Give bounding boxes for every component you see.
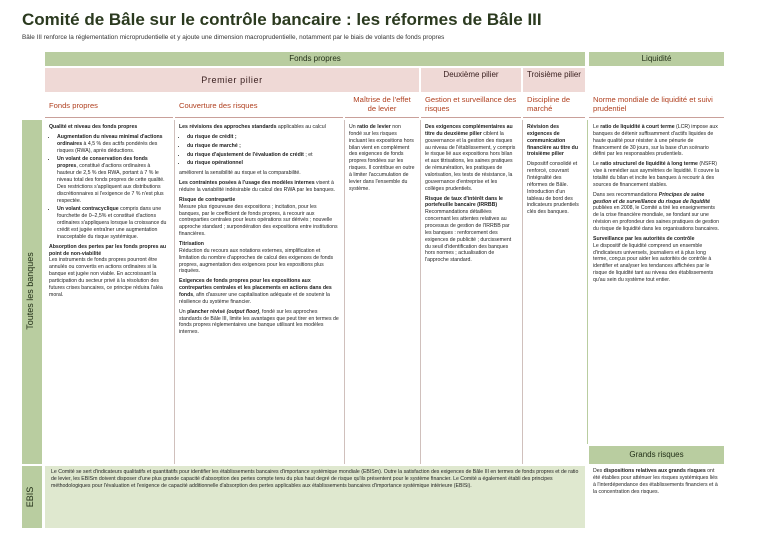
paragraph: Un ratio de levier non fondé sur les risques incluant les expositions hors bilan vient en complément des exigences de fonds propres fondées sur les risques. Il contribue en outre à limiter l'accumulation de levier dans l'ensemble du système. xyxy=(349,124,415,192)
page-title: Comité de Bâle sur le contrôle bancaire : les réformes de Bâle III xyxy=(22,10,542,29)
paragraph: Dispositif consolidé et renforcé, couvrant l'intégralité des réformes de Bâle. Introduction d'un tableau de bord des indicateurs prudentiels clés des banques. xyxy=(527,161,579,216)
list-item: • Augmentation du niveau minimal d'actions ordinaires à 4,5 % des actifs pondérés des risques (RWA), après déductions. xyxy=(57,134,169,155)
paragraph: Dans ses recommandations Principes de saine gestion et de surveillance du risque de liquidité publiées en 2008, le Comité a tiré les enseignements de la crise financière mondiale, se fondant sur une révision en profondeur des saines pratiques de gestion du risque de liquidité dans les organisations bancaires. xyxy=(593,191,720,233)
list-item: • du risque d'ajustement de l'évaluation de crédit ; et xyxy=(187,152,339,159)
list-item: • du risque de crédit ; xyxy=(187,134,339,141)
subheader-norme: Norme mondiale de liquidité et suivi prudentiel xyxy=(589,94,724,118)
ebis-text: Le Comité se sert d'indicateurs qualitatifs et quantitatifs pour identifier les établissements bancaires d'importance systémique mondiale (EBISm). Outre la satisfaction des exigences de Bâle III en termes de fonds propres et de ratio de levier, les EBISm doivent disposer d'une plus grande capacité d'absorption des pertes compte tenu du plus haut degré de risque qu'ils présentent pour le système financier. Le Comité a également établi des principes méthodologiques pour l'évaluation et l'exigence de capacité additionnelle d'absorption des pertes applicables aux établissements bancaires d'importance systémique intérieure (EBISi). xyxy=(51,469,579,490)
paragraph: améliorent la sensibilité au risque et la comparabilité. xyxy=(179,170,301,177)
paragraph: Exigences de fonds propres pour les expositions aux contreparties centrales et les placements en actions dans des fonds, afin d'assurer une capitalisation adéquate et de soutenir la résilience du système financier. xyxy=(179,278,332,305)
list-item: • Un volant de conservation des fonds propres, constitué d'actions ordinaires à hauteur de 2,5 % des RWA, portant à 7 % le niveau total des fonds propres de cette qualité. Des restrictions s'appliquent aux distributions discrétionnaires si l'exigence de 7 % n'est plus respectée. xyxy=(57,156,169,204)
list-item: • du risque opérationnel xyxy=(187,160,339,167)
page-subtitle: Bâle III renforce la réglementation microprudentielle et y ajoute une dimension macroprudentielle, notamment par le biais de volants de fonds propres xyxy=(22,34,445,41)
heading-absorption: Absorption des pertes par les fonds propres au point de non-viabilité xyxy=(49,243,167,257)
paragraph: Titrisation Réduction du recours aux notations externes, simplification et limitation du nombre d'approches de calcul des exigences de fonds propres, augmentation des exigences pour les expositions plus risquées. xyxy=(179,241,334,275)
paragraph: Risque de taux d'intérêt dans le portefeuille bancaire (IRRBB) Recommandations détaillées concernant les attentes relatives au processus de gestion de l'IRRBB par les banques : renforcement des exigences de publicité ; durcissement du seuil d'identification des banques hors normes ; actualisation de l'approche standard. xyxy=(425,195,512,264)
subheader-discipline: Discipline de marché xyxy=(523,94,585,118)
column-liquidite xyxy=(589,122,724,444)
paragraph: Les contraintes posées à l'usage des modèles internes visent à réduire la variabilité indésirable du calcul des RWA par les banques. xyxy=(179,180,335,194)
paragraph: Risque de contrepartie Mesure plus rigoureuse des expositions ; incitation, pour les banques, par le coefficient de fonds propres, à recourir aux contreparties centrales pour leurs opérations sur dérivés ; nouvelle approche standard ; surpondération des expositions entre institutions financières. xyxy=(179,196,338,238)
subheader-fonds-propres: Fonds propres xyxy=(45,94,173,118)
paragraph: Révision des exigences de communication financière au titre du troisième pilier xyxy=(527,124,579,158)
header-deuxieme-pilier: Deuxième pilier xyxy=(421,68,521,92)
header-liquidite: Liquidité xyxy=(589,52,724,66)
paragraph: Des dispositions relatives aux grands risques ont été établies pour atténuer les risques systémiques liés à l'interdépendance des établissements financiers et à la concentration des risques. xyxy=(593,468,718,495)
ebis-text-box xyxy=(45,466,585,528)
header-grands-risques: Grands risques xyxy=(589,446,724,464)
side-label-banques: Toutes les banques xyxy=(25,252,35,330)
list-item: • du risque de marché ; xyxy=(187,143,339,150)
paragraph: Le ratio structurel de liquidité à long terme (NSFR) vise à remédier aux asymétries de liquidité. Il couvre la totalité du bilan et incite les banques à recourir à des sources de financement stables. xyxy=(593,161,719,188)
header-fonds-propres: Fonds propres xyxy=(45,52,585,66)
column-discipline xyxy=(523,122,585,464)
column-grands-risques xyxy=(589,466,724,530)
subheader-gestion: Gestion et surveillance des risques xyxy=(421,94,521,118)
divider xyxy=(587,120,588,444)
subheader-couverture: Couverture des risques xyxy=(175,94,343,118)
header-premier-pilier: Premier pilier xyxy=(45,68,419,92)
column-maitrise xyxy=(345,122,419,464)
heading-qualite: Qualité et niveau des fonds propres xyxy=(49,124,138,130)
paragraph: Le ratio de liquidité à court terme (LCR) impose aux banques de détenir suffisamment d'actifs liquides de haute qualité pour résister à une pénurie de financement de 30 jours, sur la base d'un scénario défini par les responsables prudentiels. xyxy=(593,124,718,158)
header-troisieme-pilier: Troisième pilier xyxy=(523,68,585,92)
side-label-ebis: EBIS xyxy=(25,486,35,508)
paragraph: Surveillance par les autorités de contrôle Le dispositif de liquidité comprend un ensemble d'indicateurs universels, journaliers et à plus long terme, conçus pour aider les autorités de contrôle à identifier et analyser les tendances affichées par le risque de liquidité tant au niveau des établissements qu'au sein du système tout entier. xyxy=(593,235,714,284)
paragraph: Des exigences complémentaires au titre du deuxième pilier ciblent la gouvernance et la gestion des risques au niveau de l'établissement, y compris le risque lié aux expositions hors bilan et aux titrisations, les saines pratiques de rémunération, les pratiques de valorisation, les tests de résistance, la gouvernance d'entreprise et les collèges prudentiels. xyxy=(425,124,516,192)
paragraph: Les révisions des approches standards applicables au calcul xyxy=(179,124,326,130)
column-gestion xyxy=(421,122,521,464)
paragraph: Un plancher révisé (output floor), fondé sur les approches standards de Bâle III, limite les avantages que peut tirer en termes de fonds propres réglementaires une banque utilisant les modèles internes. xyxy=(179,308,339,336)
column-fonds-propres xyxy=(45,122,173,464)
list-item: • Un volant contracyclique compris dans une fourchette de 0–2,5% et constitué d'actions ordinaires s'appliquera lorsque la croissance du crédit est jugée entraîner une augmentation inacceptable du risque systémique. xyxy=(57,206,169,240)
subheader-maitrise: Maîtrise de l'effet de levier xyxy=(345,94,419,118)
column-couverture xyxy=(175,122,343,464)
text-absorption: Les instruments de fonds propres pourront être annulés ou convertis en actions ordinaires si la banque est jugée non viable. En accroissant la participation du secteur privé à la résolution des futures crises bancaires, ce principe réduira l'aléa moral. xyxy=(49,257,163,298)
